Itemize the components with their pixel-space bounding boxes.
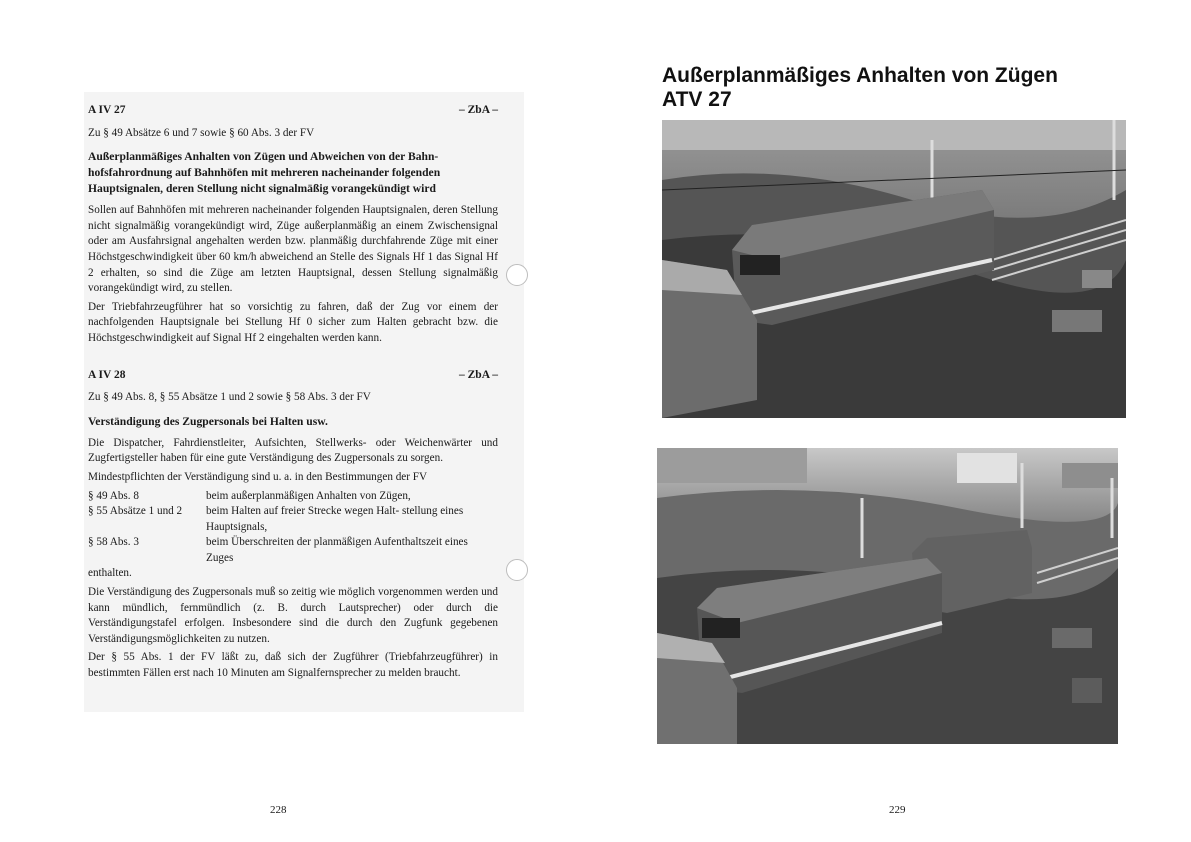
section-title-line: hofsfahrordnung auf Bahnhöfen mit mehreren nacheinander folgenden bbox=[88, 166, 441, 180]
page-number-right: 229 bbox=[889, 804, 906, 816]
paragraph: enthalten. bbox=[88, 567, 132, 580]
paragraph: Die Dispatcher, Fahrdienstleiter, Aufsichten, Stellwerks- oder Weichenwärter und Zugfertigsteller haben für eine gute Verständigung des Zugpersonals zu sorgen. bbox=[88, 436, 498, 465]
paragraph: Sollen auf Bahnhöfen mit mehreren nacheinander folgenden Hauptsignalen, deren Stellung nicht signalmäßig vorangekündigt wird, Züge außerplanmäßig an einem Zwischensignal oder am Ausfahrsignal angehalten werden bzw. planmäßig durchfahrende Züge mit einer Höchstgeschwindigkeit über 60 km/h abweichend an Stelle des Signals Hf 1 das Signal Hf 2 erhalten, so sind die Züge am letzten Hauptsignal, dessen Stellung signalmäßig vorangekündigt wird, zu stellen. bbox=[88, 204, 498, 295]
section-title: Verständigung des Zugpersonals bei Halten usw. bbox=[88, 414, 328, 428]
definition-value: beim außerplanmäßigen Anhalten von Zügen, bbox=[206, 489, 411, 502]
paragraph: Der Triebfahrzeugführer hat so vorsichtig zu fahren, daß der Zug vor einem der nachfolgenden Hauptsignale bei Stellung Hf 0 sicher zum Halten gebracht bzw. die Höchstgeschwindigkeit auf Signal Hf 2 eingehalten werden kann. bbox=[88, 300, 498, 344]
locomotive-photo-top bbox=[662, 120, 1126, 418]
definition-key: § 49 Abs. 8 bbox=[88, 489, 139, 502]
section-tag: – ZbA – bbox=[459, 104, 498, 116]
definition-key: § 58 Abs. 3 bbox=[88, 536, 139, 549]
section-code: A IV 28 bbox=[88, 368, 126, 381]
section-header-a-iv-27 bbox=[88, 103, 498, 119]
definition-value: beim Halten auf freier Strecke wegen Halt- stellung eines Hauptsignals, bbox=[206, 505, 464, 533]
section-title bbox=[88, 149, 498, 197]
section-header-a-iv-28 bbox=[88, 368, 498, 384]
document-text bbox=[88, 103, 498, 685]
page-title-line: ATV 27 bbox=[662, 88, 732, 111]
definition-row bbox=[88, 489, 498, 505]
definition-key: § 55 Absätze 1 und 2 bbox=[88, 505, 183, 518]
page-title bbox=[662, 64, 1122, 112]
section-reference: Zu § 49 Abs. 8, § 55 Absätze 1 und 2 sowie § 58 Abs. 3 der FV bbox=[88, 391, 371, 404]
definition-row bbox=[88, 535, 498, 566]
section-title-line: Außerplanmäßiges Anhalten von Zügen und Abweichen von der Bahn- bbox=[88, 150, 439, 164]
locomotive-photo-bottom bbox=[657, 448, 1118, 744]
section-tag: – ZbA – bbox=[459, 368, 498, 381]
section-reference: Zu § 49 Absätze 6 und 7 sowie § 60 Abs. 3 der FV bbox=[88, 126, 315, 139]
definition-list bbox=[88, 489, 498, 567]
definition-row bbox=[88, 504, 498, 535]
paragraph: Der § 55 Abs. 1 der FV läßt zu, daß sich der Zugführer (Triebfahrzeugführer) in bestimmten Fällen erst nach 10 Minuten am Signalfernsprecher zu melden braucht. bbox=[88, 651, 498, 680]
section-code: A IV 27 bbox=[88, 104, 126, 116]
section-title-line: Hauptsignalen, deren Stellung nicht signalmäßig vorangekündigt wird bbox=[88, 182, 436, 196]
punch-hole-bottom bbox=[506, 559, 528, 581]
page-number-left: 228 bbox=[270, 804, 287, 816]
page-title-line: Außerplanmäßiges Anhalten von Zügen bbox=[662, 64, 1058, 87]
paragraph: Die Verständigung des Zugpersonals muß so zeitig wie möglich vorgenommen werden und kann mündlich, fernmündlich (z. B. durch Lautsprecher) oder durch die Verständigungstafel erfolgen. Insbesondere sind die durch den Zugfunk gegebenen Verständigungsmöglichkeiten zu nutzen. bbox=[88, 586, 498, 645]
punch-hole-top bbox=[506, 264, 528, 286]
paragraph: Mindestpflichten der Verständigung sind u. a. in den Bestimmungen der FV bbox=[88, 470, 428, 483]
definition-value: beim Überschreiten der planmäßigen Aufenthaltszeit eines Zuges bbox=[206, 536, 468, 564]
